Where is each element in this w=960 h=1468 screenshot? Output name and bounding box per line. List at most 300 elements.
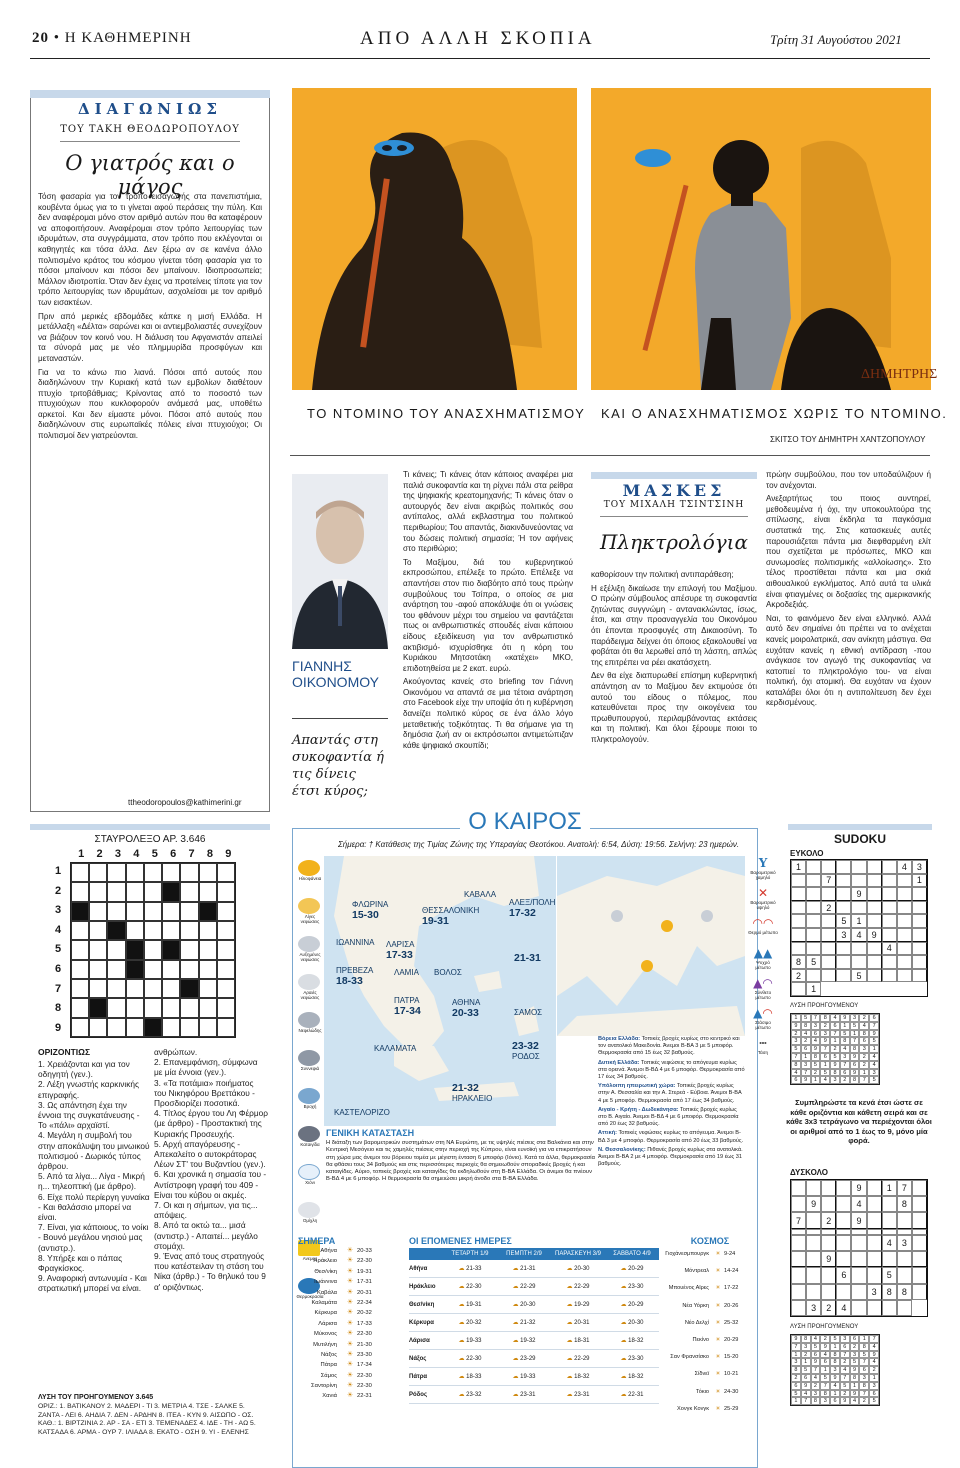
sudoku-cell[interactable] xyxy=(882,887,897,901)
crossword-cell[interactable] xyxy=(144,882,162,901)
crossword-cell[interactable] xyxy=(217,960,235,979)
crossword-cell[interactable] xyxy=(126,921,144,940)
sudoku-cell[interactable] xyxy=(806,1235,821,1251)
crossword-cell[interactable] xyxy=(199,863,217,882)
sudoku-cell[interactable] xyxy=(806,969,821,983)
column-top-band xyxy=(30,90,270,98)
crossword-cell[interactable] xyxy=(217,921,235,940)
sudoku-solution-cell: 3 xyxy=(820,1030,830,1038)
sudoku-cell[interactable] xyxy=(836,1251,851,1267)
sudoku-cell[interactable] xyxy=(851,901,866,915)
clue: 4. Τίτλος έργου του Λη Φέρμορ (με άρθρο) - Προστακτική της Κυριακής Προσευχής. xyxy=(154,1108,269,1139)
sun-icon: ☀ xyxy=(715,1336,721,1343)
crossword-cell[interactable] xyxy=(126,1018,144,1037)
column-paragraph: Για να το κάνω πιο λιανά. Πόσοι από αυτούς που διαδηλώνουν την Κυριακή κατά των εμβολίων διαθέτουν πτυχίο τριτοβάθμιας; Κρίνοντας από το ποσοστό των πτυχιούχων που κυκλοφορούν ανάμεσά μας, υποθέτω αρκετοί. Και δεν είμαστε μόνοι. Πόσοι από αυτούς που διαδηλώνουν στις ευρωπαϊκές πόλεις είναι πτυχιούχοι; Οι πολιτισμοί δεν γιατρεύονται. xyxy=(38,367,262,441)
sudoku-cell[interactable] xyxy=(821,955,836,969)
header-divider xyxy=(30,58,930,59)
sudoku-cell[interactable] xyxy=(806,914,821,928)
sudoku-cell[interactable] xyxy=(791,1267,806,1283)
sudoku-cell[interactable] xyxy=(897,1300,912,1316)
sudoku-cell[interactable] xyxy=(821,1235,836,1251)
sudoku-solution-cell: 1 xyxy=(820,1366,830,1374)
today-temp: 22-30 xyxy=(357,1331,372,1338)
sudoku-solution-cell: 9 xyxy=(840,1014,850,1022)
sudoku-cell[interactable] xyxy=(851,874,866,888)
crossword-cell[interactable] xyxy=(217,863,235,882)
crossword-cell[interactable] xyxy=(71,1018,89,1037)
sudoku-easy-label: ΕΥΚΟΛΟ xyxy=(790,849,824,858)
crossword-cell[interactable] xyxy=(180,921,198,940)
sudoku-cell[interactable] xyxy=(821,914,836,928)
map-city xyxy=(386,940,415,961)
sudoku-cell[interactable] xyxy=(897,955,912,969)
sudoku-solution-cell: 2 xyxy=(811,1069,821,1077)
sudoku-cell[interactable] xyxy=(791,874,806,888)
crossword-cell[interactable] xyxy=(199,921,217,940)
crossword-cell[interactable] xyxy=(71,882,89,901)
today-temp: 19-31 xyxy=(357,1268,372,1275)
sudoku-cell[interactable] xyxy=(836,1196,851,1212)
sudoku-cell[interactable] xyxy=(897,969,912,983)
sudoku-cell[interactable] xyxy=(806,1212,821,1228)
crossword-cell[interactable] xyxy=(107,863,125,882)
sudoku-cell[interactable] xyxy=(912,887,927,901)
sudoku-solution-cell: 9 xyxy=(801,1382,811,1390)
sudoku-solution-cell: 5 xyxy=(801,1366,811,1374)
world-row xyxy=(664,1349,756,1366)
crossword-cell[interactable] xyxy=(107,882,125,901)
next-temp: 23-30 xyxy=(628,1356,644,1362)
column-email-link[interactable]: ttheodoropoulos@kathimerini.gr xyxy=(128,798,242,807)
crossword-cell[interactable] xyxy=(126,863,144,882)
sudoku-cell[interactable] xyxy=(821,928,836,942)
next-temp: 19-29 xyxy=(574,1302,590,1308)
sudoku-cell[interactable] xyxy=(912,914,927,928)
crossword-cell[interactable] xyxy=(217,882,235,901)
next-day-cell xyxy=(443,1314,497,1331)
general-situation-text: Η διάταξη των βαρομετρικών συστημάτων στη ΝΑ Ευρώπη, με τις υψηλές πιέσεις στα Βαλκάνια και στην Κεντρική Μεσόγειο και τις χαμηλές πιέσεις στην περιοχή της Κύπρου, είναι ευνοϊκή για να επικρατήσουν στη χώρα μας άνεμοι του βόρειου τομέα με μέγιστη ένταση 6 μποφόρ (Ιόνιο). Κατά τα άλλα, θερμοκρασία θα φθάσει τους 34 βαθμούς και στις περισσότερες περιοχές θα σημειωθούν σποραδικές βροχές ή και καταιγίδες. Αύριο, τοπικές βροχές και καταιγίδες θα εκδηλωθούν στη Β-ΒΑ Ελλάδα. Οι άνεμοι θα πνέουν Β-ΒΔ 4 με 6 μποφόρ. Η θερμοκρασία θα σημειώσει μικρή άνοδο στα Β-ΒΑ Ελλάδα. xyxy=(326,1140,595,1183)
crossword-cell[interactable] xyxy=(180,998,198,1017)
sudoku-cell[interactable] xyxy=(882,1196,897,1212)
map-city xyxy=(452,1082,492,1103)
sudoku-solution-cell: 9 xyxy=(850,1390,860,1398)
sudoku-cell[interactable] xyxy=(836,1212,851,1228)
sudoku-cell[interactable] xyxy=(897,1212,912,1228)
crossword-cell[interactable] xyxy=(144,902,162,921)
sudoku-cell[interactable] xyxy=(867,955,882,969)
crossword-cell[interactable] xyxy=(144,960,162,979)
sudoku-cell[interactable] xyxy=(882,874,897,888)
sudoku-cell[interactable] xyxy=(791,1251,806,1267)
sudoku-cell[interactable] xyxy=(867,1196,882,1212)
sudoku-cell[interactable] xyxy=(867,969,882,983)
sudoku-cell[interactable] xyxy=(912,1251,927,1267)
clue: 5. Από τα λίγα... Λίγα - Μικρή η... τηλεοπτική (με άρθρο). xyxy=(38,1171,145,1192)
sudoku-cell[interactable] xyxy=(867,1235,882,1251)
sudoku-cell[interactable] xyxy=(851,1251,866,1267)
sudoku-cell[interactable] xyxy=(897,1267,912,1283)
crossword-cell[interactable] xyxy=(199,998,217,1017)
crossword-cell[interactable] xyxy=(71,960,89,979)
weather-icon: ☁ xyxy=(566,1266,575,1272)
sudoku-cell[interactable] xyxy=(821,860,836,874)
sudoku-cell[interactable] xyxy=(897,874,912,888)
sudoku-solution-cell: 6 xyxy=(869,1014,879,1022)
sudoku-cell[interactable] xyxy=(882,955,897,969)
row-number: 9 xyxy=(55,1021,62,1034)
sudoku-solution-cell: 4 xyxy=(830,1014,840,1022)
issue-date: Τρίτη 31 Αυγούστου 2021 xyxy=(770,32,902,47)
crossword-cell[interactable] xyxy=(107,998,125,1017)
sudoku-cell[interactable] xyxy=(806,860,821,874)
sudoku-cell[interactable] xyxy=(821,1180,836,1196)
today-temp: 22-31 xyxy=(357,1393,372,1400)
map-city xyxy=(394,968,419,977)
sudoku-cell[interactable] xyxy=(791,982,806,996)
sudoku-cell[interactable] xyxy=(912,1284,927,1300)
next-day-cell xyxy=(551,1260,605,1277)
crossword-cell[interactable] xyxy=(71,940,89,959)
sudoku-solution-cell: 5 xyxy=(830,1335,840,1343)
crossword-cell[interactable] xyxy=(144,921,162,940)
sudoku-cell[interactable] xyxy=(836,901,851,915)
sudoku-cell: 4 xyxy=(897,860,912,874)
sudoku-cell[interactable] xyxy=(882,1251,897,1267)
crossword-cell[interactable] xyxy=(217,998,235,1017)
sudoku-cell[interactable] xyxy=(836,1284,851,1300)
sudoku-cell[interactable] xyxy=(897,942,912,956)
sudoku-cell[interactable] xyxy=(912,955,927,969)
crossword-cell[interactable] xyxy=(180,960,198,979)
crossword-cell[interactable] xyxy=(126,998,144,1017)
crossword-cell[interactable] xyxy=(217,1018,235,1037)
next-temp: 23-32 xyxy=(466,1392,482,1398)
sudoku-solution-cell: 7 xyxy=(840,1374,850,1382)
crossword-cell[interactable] xyxy=(71,979,89,998)
next-temp: 23-31 xyxy=(520,1392,536,1398)
crossword-cell[interactable] xyxy=(162,902,180,921)
crossword-cell[interactable] xyxy=(162,863,180,882)
column-divider xyxy=(60,141,240,142)
sun-icon: ☀ xyxy=(346,1371,354,1379)
sudoku-cell[interactable] xyxy=(897,928,912,942)
sudoku-cell: 8 xyxy=(897,1196,912,1212)
crossword-cell[interactable] xyxy=(107,960,125,979)
next-day-cell xyxy=(497,1386,551,1403)
today-temp: 22-34 xyxy=(357,1299,372,1306)
sudoku-cell[interactable] xyxy=(821,1267,836,1283)
sudoku-cell[interactable] xyxy=(806,887,821,901)
sudoku-cell[interactable] xyxy=(867,914,882,928)
sudoku-cell[interactable] xyxy=(851,1300,866,1316)
sudoku-cell[interactable] xyxy=(912,1180,927,1196)
crossword-cell[interactable] xyxy=(144,979,162,998)
next-day-cell xyxy=(551,1350,605,1367)
crossword-cell[interactable] xyxy=(199,940,217,959)
sudoku-cell[interactable] xyxy=(882,1212,897,1228)
city-temp: 19-31 xyxy=(422,915,449,927)
sudoku-cell[interactable] xyxy=(821,942,836,956)
sudoku-cell[interactable] xyxy=(791,928,806,942)
crossword-cell[interactable] xyxy=(162,1018,180,1037)
crossword-cell[interactable] xyxy=(107,1018,125,1037)
sudoku-cell[interactable] xyxy=(821,969,836,983)
region-forecast xyxy=(598,1147,746,1169)
sudoku-cell[interactable] xyxy=(882,860,897,874)
sudoku-cell[interactable] xyxy=(851,860,866,874)
sudoku-cell[interactable] xyxy=(912,1212,927,1228)
portrait-illustration xyxy=(292,474,388,649)
sudoku-solution-cell: 1 xyxy=(850,1382,860,1390)
sun-icon: ☀ xyxy=(346,1319,354,1327)
next-temp: 18-32 xyxy=(628,1374,644,1380)
crossword-cell[interactable] xyxy=(217,940,235,959)
sudoku-cell[interactable] xyxy=(912,901,927,915)
column-body xyxy=(38,192,262,762)
crossword-cell[interactable] xyxy=(144,998,162,1017)
crossword-cell[interactable] xyxy=(107,940,125,959)
sudoku-cell[interactable] xyxy=(836,874,851,888)
sudoku-cell[interactable] xyxy=(897,914,912,928)
sudoku-solution-cell: 5 xyxy=(791,1045,801,1053)
sudoku-cell[interactable] xyxy=(867,874,882,888)
page-number: 20 xyxy=(32,30,49,46)
weather-icon: ☁ xyxy=(512,1392,521,1398)
sudoku-cell[interactable] xyxy=(806,1284,821,1300)
sudoku-cell[interactable] xyxy=(867,901,882,915)
sudoku-solution-cell: 3 xyxy=(791,1037,801,1045)
legend-label: Νεφελώδης xyxy=(298,1028,322,1033)
crossword-cell[interactable] xyxy=(89,979,107,998)
sudoku-cell[interactable] xyxy=(821,1284,836,1300)
map-city xyxy=(336,938,374,947)
sudoku-cell[interactable] xyxy=(867,1300,882,1316)
crossword-cell[interactable] xyxy=(107,902,125,921)
sudoku-cell[interactable] xyxy=(836,969,851,983)
sudoku-cell[interactable] xyxy=(791,1284,806,1300)
sudoku-solution-cell: 8 xyxy=(791,1366,801,1374)
next-days-rows xyxy=(409,1260,659,1404)
sudoku-cell[interactable] xyxy=(882,969,897,983)
sudoku-cell[interactable] xyxy=(851,1267,866,1283)
crossword-cell[interactable] xyxy=(180,863,198,882)
world-row xyxy=(664,1280,756,1297)
sudoku-solution-cell: 9 xyxy=(811,1358,821,1366)
sudoku-cell[interactable] xyxy=(912,1235,927,1251)
sudoku-cell[interactable] xyxy=(851,955,866,969)
today-temp: 17-31 xyxy=(357,1279,372,1286)
crossword-cell[interactable] xyxy=(126,882,144,901)
col-number: 4 xyxy=(133,848,140,860)
crossword-cell[interactable] xyxy=(180,902,198,921)
sudoku-cell[interactable] xyxy=(806,1251,821,1267)
sudoku-cell: 1 xyxy=(791,860,806,874)
article-paragraph: Το Μαξίμου, διά του κυβερνητικού εκπροσώπου, επέλεξε το πρώτο. Επέλεξε να απαντήσει στον πιο διαβόητο από τους πρώην συμβούλους του Τσίπρα, ο οποίος σε μια ανάρτηση του -αφού αποκάλυψε ότι οι γνώσεις του φθάνουν μέχρι του σημείου να φαντάζεται πως οι ανθρωπιστικές σπουδές είναι κάποιου είδους εξειδίκευση για τον ανθρωπιστικό ακτιβισμό- ισχυρίσθηκε ότι η κόρη του Κυριάκου Μητσοτάκη «κατέχει» ΜΚΟ, επιδοτηθείσα με 2 εκατ. ευρώ. xyxy=(403,557,573,673)
sudoku-cell[interactable] xyxy=(791,914,806,928)
sudoku-cell[interactable] xyxy=(897,1251,912,1267)
sudoku-cell[interactable] xyxy=(867,1180,882,1196)
today-row xyxy=(298,1298,403,1308)
sudoku-cell[interactable] xyxy=(791,1196,806,1212)
crossword-cell[interactable] xyxy=(162,960,180,979)
crossword-cell[interactable] xyxy=(89,1018,107,1037)
sudoku-cell[interactable] xyxy=(836,887,851,901)
crossword-cell[interactable] xyxy=(180,940,198,959)
cartoon-suited-figure-illustration xyxy=(591,88,938,390)
crossword-cell[interactable] xyxy=(107,979,125,998)
crossword-cell[interactable] xyxy=(199,960,217,979)
city-name: ΑΘΗΝΑ xyxy=(452,998,481,1007)
sudoku-cell[interactable] xyxy=(912,969,927,983)
today-row xyxy=(298,1319,403,1329)
crossword-cell[interactable] xyxy=(180,882,198,901)
sudoku-cell[interactable] xyxy=(836,1180,851,1196)
sudoku-solution-cell: 5 xyxy=(840,1382,850,1390)
sudoku-cell[interactable] xyxy=(806,942,821,956)
sudoku-cell[interactable] xyxy=(867,942,882,956)
sudoku-cell[interactable] xyxy=(791,1300,806,1316)
crossword-cell[interactable] xyxy=(89,960,107,979)
crossword-cell[interactable] xyxy=(162,979,180,998)
sudoku-cell[interactable] xyxy=(851,1284,866,1300)
sun-icon: ☀ xyxy=(346,1309,354,1317)
crossword-cell[interactable] xyxy=(71,863,89,882)
cartoon-signature: ΔΗΜΗΤΡΗΣ xyxy=(861,367,938,382)
crossword-cell[interactable] xyxy=(71,921,89,940)
world-row xyxy=(664,1384,756,1401)
next-city: Θεσ/νίκη xyxy=(409,1302,435,1308)
sudoku-cell[interactable] xyxy=(912,1267,927,1283)
crossword-cell[interactable] xyxy=(144,940,162,959)
sudoku-cell[interactable] xyxy=(851,1235,866,1251)
next-temp: 18-31 xyxy=(574,1338,590,1344)
sudoku-cell: 5 xyxy=(882,1267,897,1283)
sudoku-solution-cell: 8 xyxy=(820,1014,830,1022)
sudoku-cell: 3 xyxy=(912,860,927,874)
clue: 1. Χρειάζονται και για τον οδηγητή (γεν.). xyxy=(38,1059,130,1080)
high-pressure-icon: ✕ Βαρομετρικό υψηλό xyxy=(748,886,778,916)
crossword-cell[interactable] xyxy=(126,979,144,998)
sudoku-solution-cell: 4 xyxy=(850,1397,860,1405)
sudoku-cell[interactable] xyxy=(806,874,821,888)
sudoku-cell: 8 xyxy=(791,955,806,969)
sudoku-cell[interactable] xyxy=(836,942,851,956)
world-city: Γιοχάνεσμπουργκ xyxy=(665,1251,709,1257)
sudoku-cell[interactable] xyxy=(882,1300,897,1316)
sudoku-solution-cell: 3 xyxy=(850,1351,860,1359)
crossword-cell[interactable] xyxy=(89,863,107,882)
crossword-cell[interactable] xyxy=(71,998,89,1017)
sudoku-cell[interactable] xyxy=(791,1180,806,1196)
sudoku-cell[interactable] xyxy=(791,901,806,915)
crossword-cell[interactable] xyxy=(199,1018,217,1037)
next-day-cell xyxy=(497,1350,551,1367)
sudoku-cell[interactable] xyxy=(867,1212,882,1228)
sudoku-cell[interactable] xyxy=(897,901,912,915)
crossword-black-cell xyxy=(199,902,217,921)
sudoku-solution-cell: 2 xyxy=(840,1358,850,1366)
crossword-cell[interactable] xyxy=(89,940,107,959)
sudoku-cell[interactable] xyxy=(806,901,821,915)
next-days-row xyxy=(409,1386,659,1404)
crossword-cell[interactable] xyxy=(89,921,107,940)
sudoku-cell[interactable] xyxy=(912,928,927,942)
next-day-cell xyxy=(605,1350,659,1367)
crossword-cell[interactable] xyxy=(144,863,162,882)
clue: 7. Οι και η σήμιτων, για τις... απόψεις. xyxy=(154,1200,258,1221)
crossword-cell[interactable] xyxy=(89,902,107,921)
sudoku-cell[interactable] xyxy=(867,860,882,874)
next-city: Αθήνα xyxy=(409,1266,428,1272)
crossword-cell[interactable] xyxy=(162,998,180,1017)
crossword-top-band xyxy=(30,824,270,830)
crossword-cell[interactable] xyxy=(199,979,217,998)
sudoku-solution-cell: 6 xyxy=(791,1076,801,1084)
crossword-cell[interactable] xyxy=(162,921,180,940)
sudoku-cell[interactable] xyxy=(821,887,836,901)
sudoku-cell[interactable] xyxy=(912,1196,927,1212)
world-row xyxy=(664,1366,756,1383)
crossword-cell[interactable] xyxy=(180,1018,198,1037)
cold-front-icon: ▲▲ Ψυχρό μέτωπο xyxy=(748,946,778,976)
sudoku-cell[interactable] xyxy=(836,955,851,969)
sudoku-cell[interactable] xyxy=(851,942,866,956)
column-title: ΔΙΑΓΩΝΙΩΣ xyxy=(78,100,222,118)
crossword-cell[interactable] xyxy=(199,882,217,901)
sudoku-cell[interactable] xyxy=(821,1196,836,1212)
crossword-cell[interactable] xyxy=(217,902,235,921)
crossword-cell[interactable] xyxy=(89,882,107,901)
weather-icon: ☁ xyxy=(458,1302,467,1308)
sudoku-cell[interactable] xyxy=(791,1235,806,1251)
sudoku-cell: 4 xyxy=(851,1196,866,1212)
sudoku-cell[interactable] xyxy=(867,887,882,901)
sudoku-cell[interactable] xyxy=(912,942,927,956)
sudoku-cell[interactable] xyxy=(897,887,912,901)
sudoku-cell[interactable] xyxy=(882,901,897,915)
sudoku-cell[interactable] xyxy=(867,1251,882,1267)
sudoku-cell: 9 xyxy=(821,1251,836,1267)
sudoku-solution-cell: 8 xyxy=(801,1022,811,1030)
sudoku-cell[interactable] xyxy=(882,928,897,942)
sudoku-cell[interactable] xyxy=(882,914,897,928)
article-paragraph: πρώην συμβούλου, που τον υποδαύλιζουν ή τον ανέχονται. xyxy=(766,470,931,490)
sudoku-solution-cell: 3 xyxy=(801,1343,811,1351)
crossword-cell[interactable] xyxy=(126,902,144,921)
sudoku-cell[interactable] xyxy=(791,887,806,901)
next-days-row xyxy=(409,1332,659,1350)
sudoku-cell[interactable] xyxy=(836,860,851,874)
sudoku-cell[interactable] xyxy=(867,1267,882,1283)
symbol-label: Στάσιμο μέτωπο xyxy=(755,1020,771,1030)
sudoku-cell[interactable] xyxy=(806,1267,821,1283)
name-line-first: ΓΙΑΝΝΗΣ xyxy=(292,658,352,674)
sudoku-cell: 3 xyxy=(897,1235,912,1251)
sudoku-solution-cell: 1 xyxy=(840,1022,850,1030)
next-days-row xyxy=(409,1296,659,1314)
sudoku-cell[interactable] xyxy=(791,942,806,956)
city-name: ΒΟΛΟΣ xyxy=(434,968,462,977)
sudoku-cell[interactable] xyxy=(836,1235,851,1251)
sudoku-solution-cell: 3 xyxy=(840,1335,850,1343)
sudoku-cell[interactable] xyxy=(806,1180,821,1196)
next-temp: 18-32 xyxy=(628,1338,644,1344)
next-temp: 18-32 xyxy=(574,1374,590,1380)
sudoku-hard-label: ΔΥΣΚΟΛΟ xyxy=(790,1168,828,1177)
clue: 5. Αρχή απαγόρευσης - Απεκαλείτο ο αυτοκράτορας Λέων ΣΤ' του Βυζαντίου (γεν.). xyxy=(154,1138,266,1170)
crossword-cell[interactable] xyxy=(217,979,235,998)
sudoku-cell[interactable] xyxy=(806,928,821,942)
